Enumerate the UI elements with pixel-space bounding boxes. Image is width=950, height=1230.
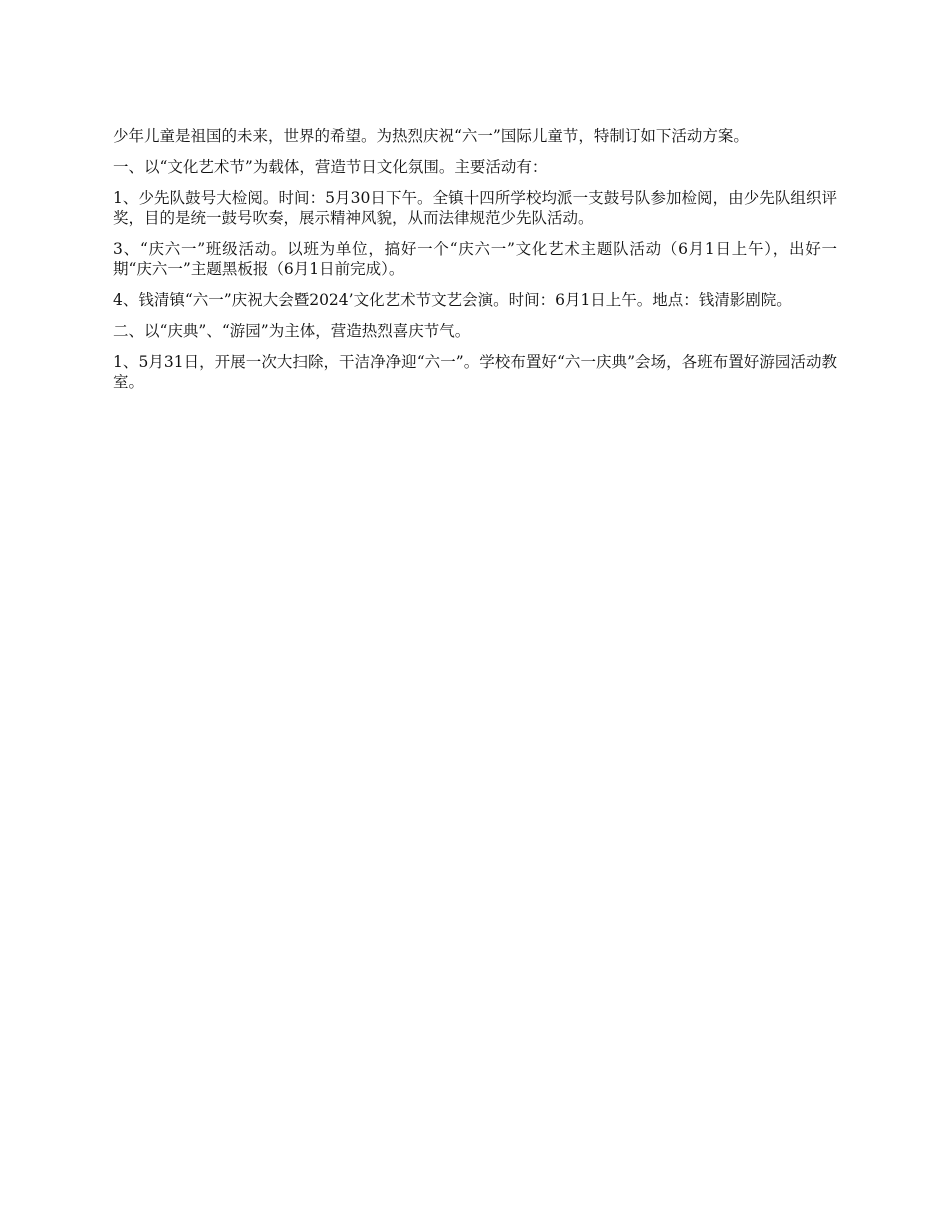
- paragraph-section-one-heading: 一、以“文化艺术节”为载体，营造节日文化氛围。主要活动有：: [113, 158, 548, 176]
- paragraph-item-drum-review: 1、少先队鼓号大检阅。时间：5月30日下午。全镇十四所学校均派一支鼓号队参加检阅，由少先队组织评奖，目的是统一鼓号吹奏，展示精神风貌，从而法律规范少先队活动。: [113, 189, 837, 227]
- paragraph-item-cleanup: 1、5月31日，开展一次大扫除，干洁净净迎“六一”。学校布置好“六一庆典”会场，各班布置好游园活动教室。: [113, 353, 837, 391]
- document-body: [113, 126, 837, 403]
- paragraph-intro: 少年儿童是祖国的未来，世界的希望。为热烈庆祝“六一”国际儿童节，特制订如下活动方案。: [113, 127, 749, 145]
- paragraph-item-celebration-show: 4、钱清镇“六一”庆祝大会暨2024’文化艺术节文艺会演。时间：6月1日上午。地点：钱清影剧院。: [113, 291, 792, 309]
- paragraph-section-two-heading: 二、以“庆典”、“游园”为主体，营造热烈喜庆节气。: [113, 322, 471, 340]
- paragraph-item-class-activity: 3、“庆六一”班级活动。以班为单位，搞好一个“庆六一”文化艺术主题队活动（6月1日上午），出好一期“庆六一”主题黑板报（6月1日前完成）。: [113, 240, 837, 278]
